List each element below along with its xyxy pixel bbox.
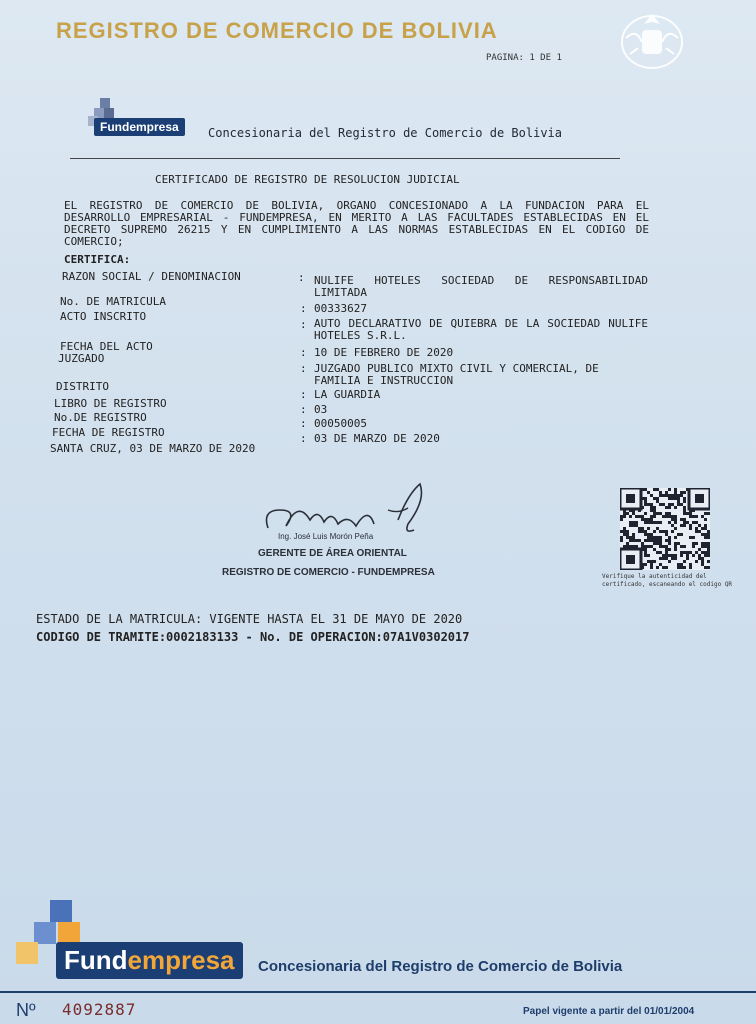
signer-role: GERENTE DE ÁREA ORIENTAL (258, 548, 407, 559)
field-separator: : (300, 346, 307, 359)
field-separator: : (300, 432, 307, 445)
qr-code[interactable] (620, 488, 710, 570)
tramite-code: CODIGO DE TRAMITE:0002183133 - No. DE OPERACION:07A1V0302017 (36, 630, 470, 644)
page-number: PAGINA: 1 DE 1 (486, 53, 562, 63)
concesionaria-header: Concesionaria del Registro de Comercio de Bolivia (208, 126, 563, 140)
paper-validity-note: Papel vigente a partir del 01/01/2004 (523, 1006, 695, 1017)
field-value: NULIFE HOTELES SOCIEDAD DE RESPONSABILIDAD LIMITADA (314, 274, 648, 299)
field-label: No. DE MATRICULA (60, 295, 166, 308)
certificate-intro: EL REGISTRO DE COMERCIO DE BOLIVIA, ORGANO CONCESIONADO A LA FUNDACION PARA EL DESARROLLO EMPRESARIAL - FUNDEMPRESA, EN MERITO A LAS FACULTADES ESTABLECIDAS EN EL DECRETO SUPREMO 26215 Y EN CUMPLIMIENTO A LAS NORMAS ESTABLECIDAS EN EL CODIGO DE COMERCIO; (64, 199, 649, 248)
field-value: 03 (314, 403, 328, 416)
page-title: REGISTRO DE COMERCIO DE BOLIVIA (56, 18, 498, 43)
concesionaria-footer: Concesionaria del Registro de Comercio de Bolivia (258, 958, 623, 975)
signer-organization: REGISTRO DE COMERCIO - FUNDEMPRESA (222, 567, 435, 578)
field-label: FECHA DEL ACTO (60, 340, 153, 353)
field-value: 00333627 (314, 302, 367, 315)
field-separator: : (298, 271, 305, 284)
field-label: FECHA DE REGISTRO (52, 426, 165, 439)
wordmark-empresa: empresa (127, 945, 235, 975)
qr-caption: Verifique la autenticidad del certificado, escaneando el codigo QR (602, 573, 733, 588)
field-separator: : (300, 318, 307, 331)
field-value: 10 DE FEBRERO DE 2020 (314, 346, 454, 359)
fundempresa-logo-text: Fundempresa (94, 118, 185, 136)
field-separator: : (300, 388, 307, 401)
signer-name: Ing. José Luis Morón Peña (278, 532, 374, 541)
field-value: AUTO DECLARATIVO DE QUIEBRA DE LA SOCIEDAD NULIFE HOTELES S.R.L. (314, 317, 648, 342)
field-value: LA GUARDIA (314, 388, 381, 401)
field-value: 00050005 (314, 417, 367, 430)
field-separator: : (300, 302, 307, 315)
field-separator: : (300, 362, 307, 375)
wordmark-fund: Fund (64, 945, 128, 975)
place-date: SANTA CRUZ, 03 DE MARZO DE 2020 (50, 442, 256, 455)
field-value: 03 DE MARZO DE 2020 (314, 432, 440, 445)
header-divider (70, 158, 620, 159)
fundempresa-logo-large (14, 896, 249, 991)
field-label: No.DE REGISTRO (54, 411, 147, 424)
fundempresa-wordmark (56, 942, 243, 979)
footer-divider (0, 991, 756, 993)
certificate-title: CERTIFICADO DE REGISTRO DE RESOLUCION JUDICIAL (155, 173, 460, 186)
serial-number-label: Nº (16, 1000, 36, 1020)
field-separator: : (300, 417, 307, 430)
field-label: ACTO INSCRITO (60, 310, 147, 323)
coat-of-arms-seal (616, 8, 688, 72)
certifica-label: CERTIFICA: (64, 253, 131, 266)
field-value: JUZGADO PUBLICO MIXTO CIVIL Y COMERCIAL, DE FAMILIA E INSTRUCCION (314, 362, 599, 387)
fundempresa-logo (84, 96, 200, 138)
field-label: JUZGADO (58, 352, 105, 365)
field-separator: : (300, 403, 307, 416)
matricula-status: ESTADO DE LA MATRICULA: VIGENTE HASTA EL 31 DE MAYO DE 2020 (36, 612, 463, 626)
field-label: RAZON SOCIAL / DENOMINACION (62, 270, 241, 283)
serial-number-value: 4092887 (62, 1000, 137, 1019)
field-label: LIBRO DE REGISTRO (54, 397, 167, 410)
field-label: DISTRITO (56, 380, 109, 393)
